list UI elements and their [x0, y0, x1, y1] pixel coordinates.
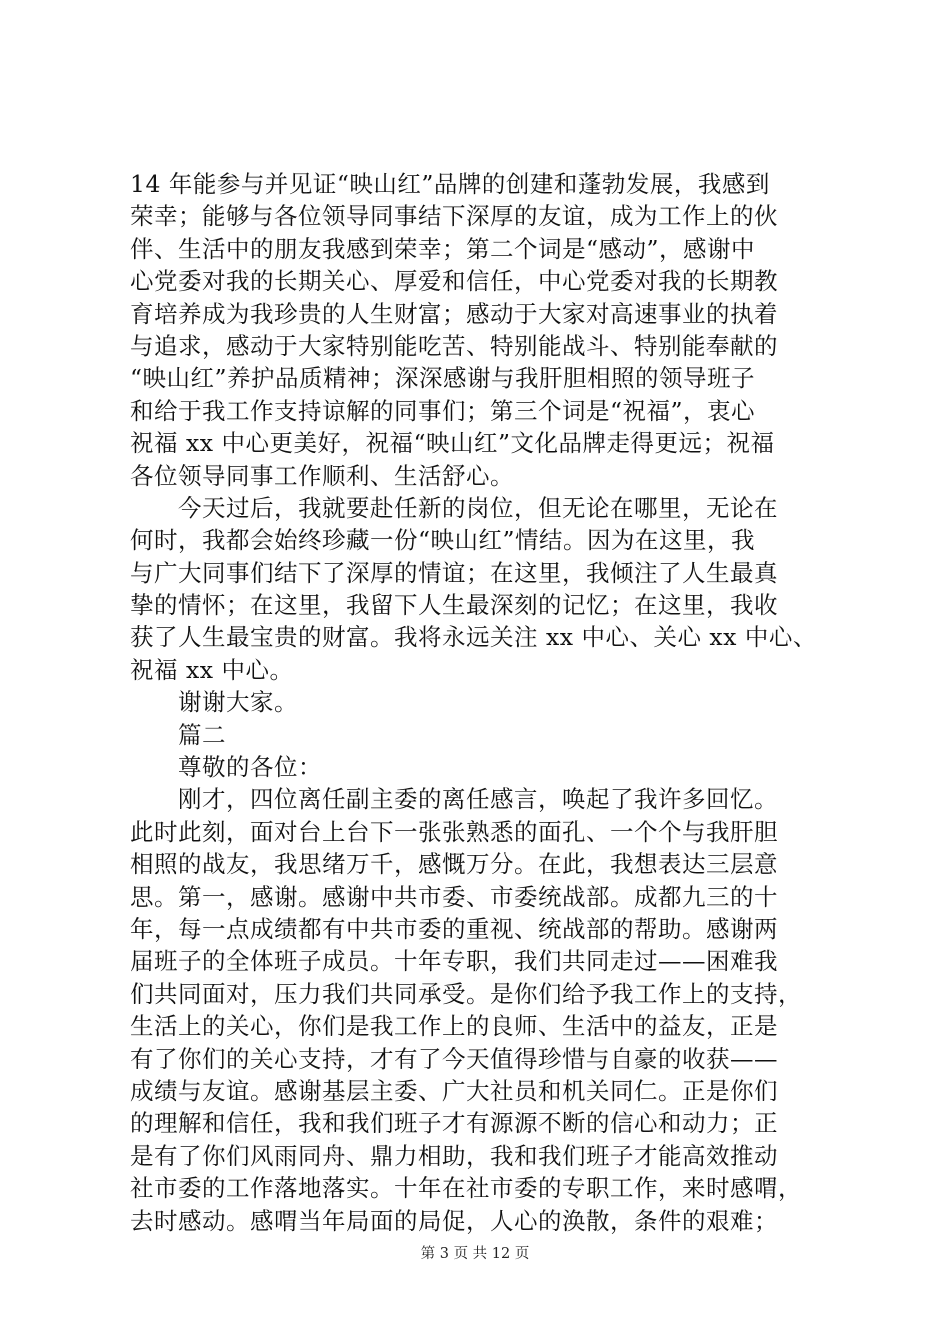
text-line: “映山红”养护品质精神；深深感谢与我肝胆相照的领导班子: [130, 364, 756, 393]
section-heading: 篇二: [130, 720, 226, 749]
text-line: 尊敬的各位：: [130, 753, 322, 782]
text-line: 是有了你们风雨同舟、鼎力相助，我和我们班子才能高效推动: [130, 1141, 778, 1170]
text-line: 届班子的全体班子成员。十年专职，我们共同走过——困难我: [130, 947, 778, 976]
text-line: 此时此刻，面对台上台下一张张熟悉的面孔、一个个与我肝胆: [130, 817, 778, 846]
text-line: 祝福 xx 中心。: [130, 655, 294, 684]
text-line: 和给于我工作支持谅解的同事们；第三个词是“祝福”，衷心: [130, 396, 756, 425]
text-line: 伴、生活中的朋友我感到荣幸；第二个词是“感动”，感谢中: [130, 234, 756, 263]
body-text: [130, 168, 832, 1237]
text-line: 的理解和信任，我和我们班子才有源源不断的信心和动力；正: [130, 1109, 778, 1138]
text-line: 何时，我都会始终珍藏一份“映山红”情结。因为在这里，我: [130, 526, 756, 555]
text-line: 荣幸；能够与各位领导同事结下深厚的友谊，成为工作上的伙: [130, 202, 778, 231]
text-line: 年，每一点成绩都有中共市委的重视、统战部的帮助。感谢两: [130, 914, 778, 943]
text-line: 社市委的工作落地落实。十年在社市委的专职工作，来时感喟，: [130, 1174, 802, 1203]
text-line: 育培养成为我珍贵的人生财富；感动于大家对高速事业的执着: [130, 299, 778, 328]
text-line: 谢谢大家。: [130, 688, 298, 717]
page-number-footer: 第 3 页 共 12 页: [420, 1246, 530, 1262]
text-line: 们共同面对，压力我们共同承受。是你们给予我工作上的支持，: [130, 979, 802, 1008]
text-line: 挚的情怀；在这里，我留下人生最深刻的记忆；在这里，我收: [130, 591, 778, 620]
text-line: 与广大同事们结下了深厚的情谊；在这里，我倾注了人生最真: [130, 558, 778, 587]
text-line: 获了人生最宝贵的财富。我将永远关注 xx 中心、关心 xx 中心、: [130, 623, 817, 652]
text-line: 去时感动。感喟当年局面的局促，人心的涣散，条件的艰难；: [130, 1206, 778, 1235]
text-line: 刚才，四位离任副主委的离任感言，唤起了我许多回忆。: [130, 785, 778, 814]
text-line: 各位领导同事工作顺利、生活舒心。: [130, 461, 514, 490]
text-line: 心党委对我的长期关心、厚爱和信任，中心党委对我的长期教: [130, 267, 778, 296]
text-line: 与追求，感动于大家特别能吃苦、特别能战斗、特别能奉献的: [130, 331, 778, 360]
text-line: 成绩与友谊。感谢基层主委、广大社员和机关同仁。正是你们: [130, 1076, 778, 1105]
text-line: 祝福 xx 中心更美好，祝福“映山红”文化品牌走得更远；祝福: [130, 429, 775, 458]
text-line: 思。第一，感谢。感谢中共市委、市委统战部。成都九三的十: [130, 882, 778, 911]
text-line: 今天过后，我就要赴任新的岗位，但无论在哪里，无论在: [130, 493, 778, 522]
text-line: 有了你们的关心支持，才有了今天值得珍惜与自豪的收获——: [130, 1044, 778, 1073]
text-line: 生活上的关心，你们是我工作上的良师、生活中的益友，正是: [130, 1012, 778, 1041]
text-line: 14 年能参与并见证“映山红”品牌的创建和蓬勃发展，我感到: [130, 170, 770, 198]
text-line: 相照的战友，我思绪万千，感慨万分。在此，我想表达三层意: [130, 850, 778, 879]
